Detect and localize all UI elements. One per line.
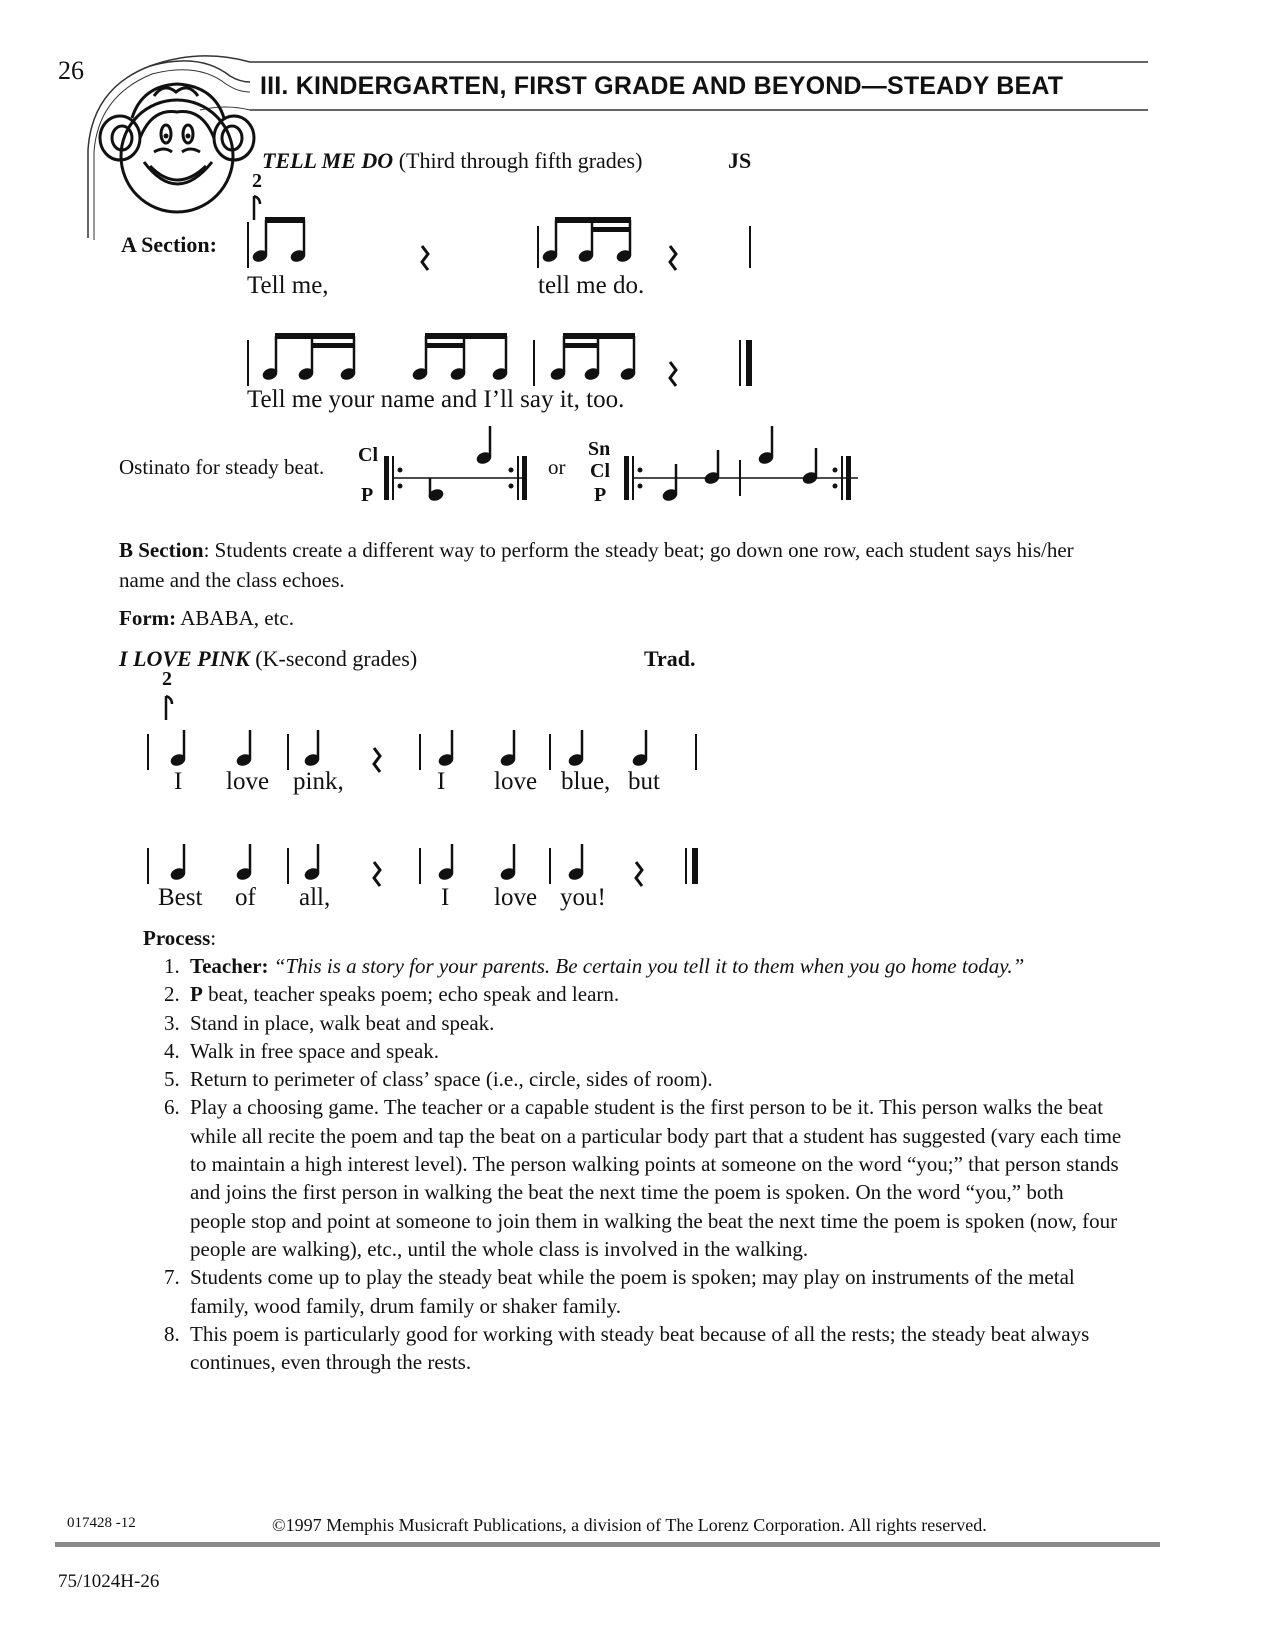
song1-subtitle: (Third through fifth grades) [398,148,643,173]
ostinato2-inst-sn: Sn [588,438,611,460]
song1-meter: 2 [252,170,262,192]
process-lead: Teacher: [190,954,269,978]
song1-lyric-tell-me: Tell me, [247,272,329,299]
process-text: beat, teacher speaks poem; echo speak and learn. [208,982,620,1007]
ostinato2-inst-p: P [594,484,607,506]
ostinato1-inst-cl: Cl [358,444,378,466]
process-num: 4. [164,1038,180,1063]
form-label: Form: [119,606,177,630]
process-num: 1. [164,954,180,978]
page-number: 26 [58,56,84,85]
process-list [164,952,1124,1376]
b-section-label: B Section [119,538,204,562]
song2-composer: Trad. [644,646,696,671]
footer-rule [55,1542,1160,1547]
song2-lyric: pink, [293,768,344,795]
process-text: Stand in place, walk beat and speak. [190,1010,495,1035]
song2-lyric: you! [560,884,606,911]
process-lead: P [190,982,203,1007]
process-item [164,1037,1124,1065]
song1-composer: JS [728,148,752,173]
a-section-label: A Section: [121,232,217,257]
song2-lyric: love [494,884,538,911]
process-text: This poem is particularly good for working with steady beat because of all the rests; the steady beat always continues, even through the rests. [190,1321,1090,1375]
process-item [164,1009,1124,1037]
process-text: Play a choosing game. The teacher or a capable student is the first person to be it. This person walks the beat while all recite the poem and tap the beat on a particular body part that a student has suggested (vary each time to maintain a high interest level). The person walking points at someone on the word “you;” that person stands and joins the first person in walking the beat the next time the poem is spoken. On the word “you,” both people stop and point at someone to join them in walking the beat the next time the poem is spoken (now, four people are walking), etc., until the whole class is involved in the walking. [190,1095,1122,1261]
process-text: Walk in free space and speak. [190,1038,440,1063]
song2-lyric: I [437,768,446,795]
song2-title: I LOVE PINK [119,646,250,671]
process-num: 6. [164,1095,180,1120]
form-text: ABABA, etc. [180,606,294,630]
song2-lyric: love [226,768,270,795]
song2-lyric: love [494,768,538,795]
process-num: 2. [164,982,180,1007]
song1-lyric-tell-me-do: tell me do. [538,272,645,299]
process-heading: Process: [143,926,217,950]
song2-lyric: I [441,884,450,911]
ostinato2-inst-cl: Cl [590,460,610,482]
song2-lyric: I [174,768,183,795]
song1-title: TELL ME DO [262,148,394,173]
process-num: 7. [164,1265,180,1290]
process-label: Process [143,926,211,950]
process-item [164,1320,1124,1377]
process-text: “This is a story for your parents. Be certain you tell it to them when you go home today.” [273,954,1025,978]
b-section-text: : Students create a different way to perform the steady beat; go down one row, each student says his/her name and the class echoes. [119,538,1074,592]
form-line [119,603,294,633]
ostinato-notation [380,420,880,510]
header-title: III. KINDERGARTEN, FIRST GRADE AND BEYOND—STEADY BEAT [260,72,1064,100]
process-text: Return to perimeter of class’ space (i.e., circle, sides of room). [190,1067,713,1092]
b-section-paragraph [119,535,1099,595]
process-item [164,1093,1124,1263]
footer-copyright: ©1997 Memphis Musicraft Publications, a division of The Lorenz Corporation. All rights reserved. [272,1515,987,1535]
process-num: 8. [164,1321,180,1346]
ostinato-label: Ostinato for steady beat. [119,455,325,479]
ostinato-or: or [548,455,566,479]
song2-subtitle: (K-second grades) [255,646,418,671]
song2-lyric: but [628,768,660,795]
process-num: 3. [164,1010,180,1035]
footer-code: 017428 -12 [67,1515,136,1531]
song2-meter: 2 [162,668,172,690]
process-text: Students come up to play the steady beat while the poem is spoken; may play on instruments of the metal family, wood family, drum family or shaker family. [190,1265,1075,1318]
song2-lyric: of [235,884,256,911]
process-item [164,952,1124,980]
process-item [164,980,1124,1008]
bottom-code: 75/1024H-26 [58,1571,160,1592]
process-num: 5. [164,1067,180,1092]
song2-lyric: all, [299,884,331,911]
process-item [164,1065,1124,1093]
ostinato1-inst-p: P [361,484,374,506]
song1-title-line [262,148,642,174]
song2-lyric: blue, [561,768,611,795]
song2-lyric: Best [158,884,203,911]
song1-lyric-line2: Tell me your name and I’ll say it, too. [247,386,625,413]
process-item [164,1263,1124,1320]
